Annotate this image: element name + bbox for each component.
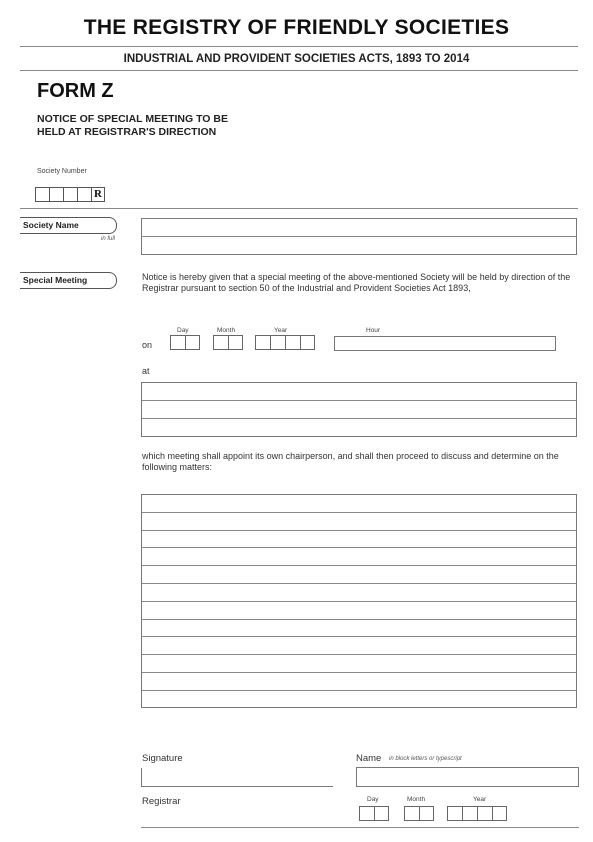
notice-title: NOTICE OF SPECIAL MEETING TO BE HELD AT REGISTRAR'S DIRECTION xyxy=(37,113,228,138)
footer-year-label: Year xyxy=(473,796,487,803)
matters-line[interactable] xyxy=(142,620,576,638)
day-label: Day xyxy=(177,327,189,334)
signature-label: Signature xyxy=(142,753,183,764)
form-id: FORM Z xyxy=(37,80,114,102)
hour-label: Hour xyxy=(366,327,381,334)
meeting-year-digit[interactable] xyxy=(300,335,315,350)
society-name-field[interactable] xyxy=(141,218,577,255)
society-name-line[interactable] xyxy=(142,219,576,237)
registry-title: THE REGISTRY OF FRIENDLY SOCIETIES xyxy=(83,16,510,39)
meeting-year-field[interactable] xyxy=(255,335,315,350)
signature-field[interactable] xyxy=(141,768,333,787)
matters-line[interactable] xyxy=(142,673,576,691)
footer-day-digit[interactable] xyxy=(359,806,374,821)
society-number-digit[interactable] xyxy=(63,187,77,202)
matters-line[interactable] xyxy=(142,637,576,655)
matters-line[interactable] xyxy=(142,691,576,709)
meeting-year-digit[interactable] xyxy=(285,335,300,350)
matters-line[interactable] xyxy=(142,548,576,566)
meeting-month-digit[interactable] xyxy=(228,335,243,350)
footer-day-label: Day xyxy=(367,796,379,803)
name-field[interactable] xyxy=(356,767,579,787)
in-full-note: in full xyxy=(101,236,116,242)
society-number-field[interactable] xyxy=(35,187,105,202)
footer-year-digit[interactable] xyxy=(492,806,507,821)
footer-month-field[interactable] xyxy=(404,806,434,821)
meeting-location-line[interactable] xyxy=(142,383,576,401)
society-name-tab: Society Name xyxy=(20,217,117,234)
meeting-year-digit[interactable] xyxy=(270,335,285,350)
matters-line[interactable] xyxy=(142,566,576,584)
at-label: at xyxy=(142,366,150,376)
header-divider-bottom xyxy=(20,70,578,71)
meeting-day-field[interactable] xyxy=(170,335,200,350)
special-meeting-tab: Special Meeting xyxy=(20,272,117,289)
society-number-label: Society Number xyxy=(37,168,87,175)
year-label: Year xyxy=(274,327,288,334)
matters-text: which meeting shall appoint its own chairperson, and shall then proceed to discuss and determine on the following matters: xyxy=(142,451,559,472)
matters-line[interactable] xyxy=(142,513,576,531)
meeting-month-digit[interactable] xyxy=(213,335,228,350)
footer-day-digit[interactable] xyxy=(374,806,389,821)
meeting-location-line[interactable] xyxy=(142,401,576,419)
meeting-day-digit[interactable] xyxy=(170,335,185,350)
footer-year-digit[interactable] xyxy=(477,806,492,821)
notice-text: Notice is hereby given that a special meeting of the above-mentioned Society will be held by direction of the Registrar pursuant to section 50 of the Industrial and Provident Societies Act 1893, xyxy=(142,272,571,293)
on-label: on xyxy=(142,340,153,350)
society-number-digit[interactable] xyxy=(35,187,49,202)
header-divider-top xyxy=(20,46,578,47)
footer-month-digit[interactable] xyxy=(419,806,434,821)
meeting-location-line[interactable] xyxy=(142,419,576,437)
society-number-digit[interactable] xyxy=(77,187,91,202)
footer-year-digit[interactable] xyxy=(447,806,462,821)
footer-year-digit[interactable] xyxy=(462,806,477,821)
meeting-day-digit[interactable] xyxy=(185,335,200,350)
matters-line[interactable] xyxy=(142,602,576,620)
registrar-label: Registrar xyxy=(142,796,181,807)
footer-year-field[interactable] xyxy=(447,806,507,821)
name-label: Name xyxy=(356,753,382,764)
section-divider xyxy=(20,208,578,209)
society-number-digit[interactable] xyxy=(49,187,63,202)
month-label: Month xyxy=(217,327,236,334)
society-number-suffix: R xyxy=(91,187,105,202)
matters-line[interactable] xyxy=(142,655,576,673)
footer-month-label: Month xyxy=(407,796,426,803)
meeting-hour-field[interactable] xyxy=(334,336,556,351)
society-name-line[interactable] xyxy=(142,237,576,255)
acts-subtitle: INDUSTRIAL AND PROVIDENT SOCIETIES ACTS, 1893 TO 2014 xyxy=(123,53,470,65)
meeting-location-field[interactable] xyxy=(141,382,577,437)
footer-divider xyxy=(141,827,579,828)
meeting-year-digit[interactable] xyxy=(255,335,270,350)
matters-field[interactable] xyxy=(141,494,577,708)
matters-line[interactable] xyxy=(142,584,576,602)
name-note: in block letters or typescript xyxy=(389,756,462,762)
footer-day-field[interactable] xyxy=(359,806,389,821)
matters-line[interactable] xyxy=(142,495,576,513)
footer-month-digit[interactable] xyxy=(404,806,419,821)
meeting-month-field[interactable] xyxy=(213,335,243,350)
matters-line[interactable] xyxy=(142,531,576,549)
